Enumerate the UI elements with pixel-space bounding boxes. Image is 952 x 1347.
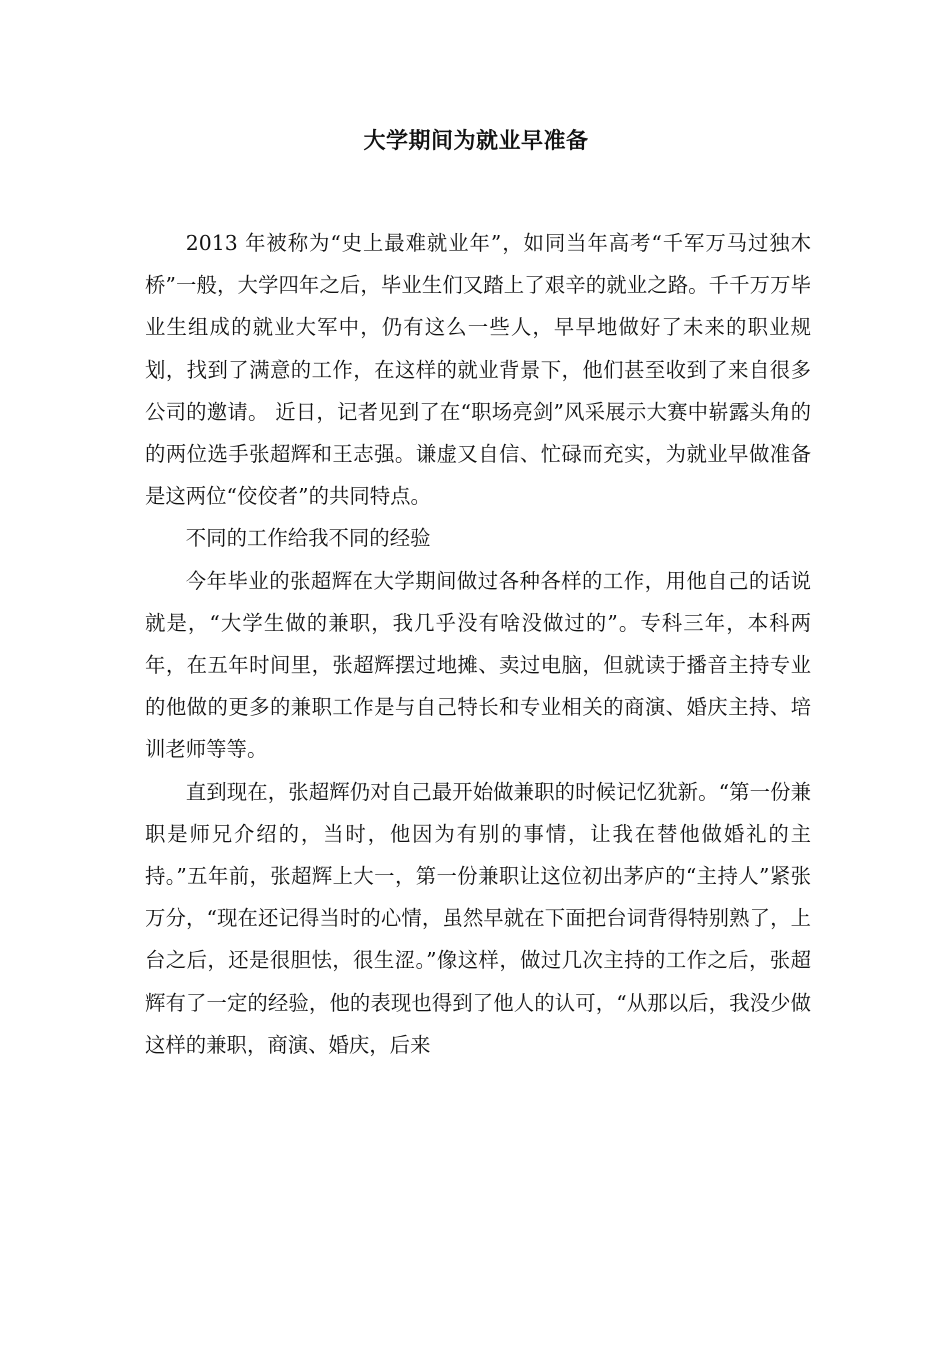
- document-body: [145, 222, 811, 1066]
- paragraph-experience: 今年毕业的张超辉在大学期间做过各种各样的工作，用他自己的话说就是，“大学生做的兼职，我几乎没有啥没做过的”。专科三年，本科两年，在五年时间里，张超辉摆过地摊、卖过电脑，但就读于播音主持专业的他做的更多的兼职工作是与自己特长和专业相关的商演、婚庆主持、培训老师等等。: [145, 568, 811, 762]
- section-heading: 不同的工作给我不同的经验: [185, 526, 431, 551]
- document-title: 大学期间为就业早准备: [363, 129, 589, 154]
- paragraph-intro: 2013 年被称为“史上最难就业年”，如同当年高考“千军万马过独木桥”一般，大学四年之后，毕业生们又踏上了艰辛的就业之路。千千万万毕业生组成的就业大军中，仍有这么一些人，早早地做好了未来的职业规划，找到了满意的工作，在这样的就业背景下，他们甚至收到了来自很多公司的邀请。 近日，记者见到了在“职场亮剑”风采展示大赛中崭露头角的的两位选手张超辉和王志强。谦虚又自信、忙碌而充实，为就业早做准备是这两位“佼佼者”的共同特点。: [145, 231, 811, 509]
- paragraph-first-job: 直到现在，张超辉仍对自己最开始做兼职的时候记忆犹新。“第一份兼职是师兄介绍的，当时，他因为有别的事情，让我在替他做婚礼的主持。”五年前，张超辉上大一，第一份兼职让这位初出茅庐的“主持人”紧张万分，“现在还记得当时的心情，虽然早就在下面把台词背得特别熟了，上台之后，还是很胆怯，很生涩。”像这样，做过几次主持的工作之后，张超辉有了一定的经验，他的表现也得到了他人的认可，“从那以后，我没少做这样的兼职，商演、婚庆，后来: [145, 779, 811, 1057]
